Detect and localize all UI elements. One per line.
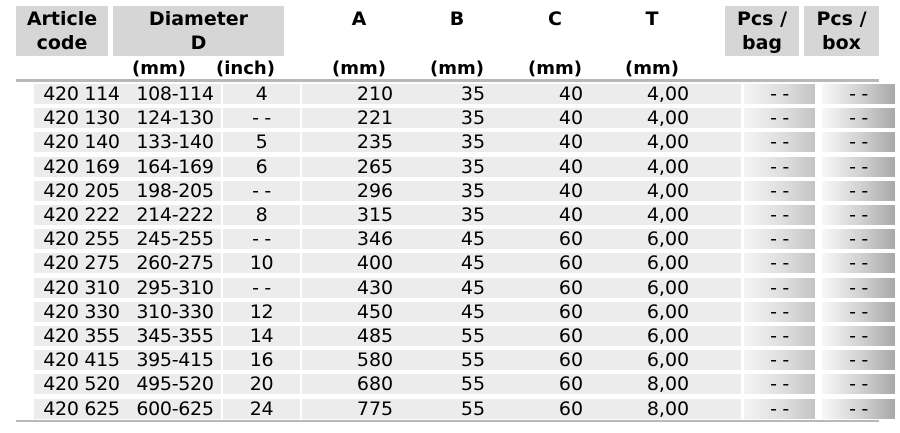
column-t-cell: 4,00 bbox=[646, 83, 690, 105]
diameter-inch-cell: 24 bbox=[223, 399, 300, 419]
column-c-cell: 60 bbox=[558, 349, 584, 372]
diameter-inch-cell: 5 bbox=[223, 132, 300, 152]
diameter-mm-cell: 108-114 bbox=[129, 84, 221, 104]
article-header-line1: Article bbox=[26, 8, 98, 30]
diameter-mm-unit: (mm) bbox=[132, 58, 186, 79]
pcs-box-header-line1: Pcs / bbox=[816, 8, 867, 30]
column-c-cell: 60 bbox=[558, 325, 584, 347]
column-c-cell: 40 bbox=[558, 155, 584, 178]
diameter-mm-cell: 345-355 bbox=[129, 326, 221, 346]
pcs-bag-cell: - - bbox=[744, 181, 815, 201]
article-code-cell: 420 130 bbox=[34, 108, 129, 128]
pcs-bag-cell: - - bbox=[744, 302, 815, 322]
pcs-bag-cell: - - bbox=[744, 350, 815, 370]
pcs-box-cell: - - bbox=[822, 132, 895, 152]
diameter-inch-cell: - - bbox=[223, 278, 300, 298]
article-code-cell: 420 415 bbox=[34, 350, 129, 370]
diameter-inch-cell: 10 bbox=[223, 253, 300, 273]
pcs-bag-cell: - - bbox=[744, 84, 815, 104]
column-a-cell: 430 bbox=[356, 276, 394, 299]
column-c-cell: 40 bbox=[558, 107, 584, 130]
table-row bbox=[16, 83, 879, 107]
article-code-cell: 420 255 bbox=[34, 229, 129, 249]
pcs-box-cell: - - bbox=[822, 302, 895, 322]
table-row bbox=[16, 252, 879, 276]
diameter-inch-cell: 16 bbox=[223, 350, 300, 370]
pcs-box-cell: - - bbox=[822, 84, 895, 104]
table-row bbox=[16, 301, 879, 325]
pcs-bag-cell: - - bbox=[744, 132, 815, 152]
column-a-cell: 775 bbox=[356, 397, 394, 420]
diameter-mm-cell: 395-415 bbox=[129, 350, 221, 370]
pcs-box-cell: - - bbox=[822, 326, 895, 346]
pcs-box-header-line2: box bbox=[822, 32, 861, 54]
diameter-mm-cell: 164-169 bbox=[129, 157, 221, 177]
column-t-cell: 6,00 bbox=[646, 276, 690, 299]
column-b-unit: (mm) bbox=[430, 58, 484, 79]
diameter-header bbox=[113, 7, 284, 55]
column-b-cell: 35 bbox=[460, 131, 486, 154]
column-t-cell: 6,00 bbox=[646, 325, 690, 347]
article-code-cell: 420 355 bbox=[34, 326, 129, 346]
column-a-cell: 400 bbox=[356, 252, 394, 275]
pcs-box-cell: - - bbox=[822, 278, 895, 298]
column-b-header: B bbox=[449, 8, 465, 30]
pcs-bag-header bbox=[725, 7, 799, 55]
table-row bbox=[16, 131, 879, 155]
article-code-cell: 420 310 bbox=[34, 278, 129, 298]
column-a-cell: 580 bbox=[356, 349, 394, 372]
diameter-inch-cell: - - bbox=[223, 181, 300, 201]
diameter-mm-cell: 214-222 bbox=[129, 205, 221, 225]
article-code-cell: 420 140 bbox=[34, 132, 129, 152]
diameter-inch-cell: 8 bbox=[223, 205, 300, 225]
column-a-cell: 346 bbox=[356, 228, 394, 251]
column-b-cell: 55 bbox=[460, 397, 486, 420]
column-b-cell: 45 bbox=[460, 276, 486, 299]
column-a-cell: 221 bbox=[356, 107, 394, 130]
column-b-cell: 35 bbox=[460, 204, 486, 226]
column-c-cell: 60 bbox=[558, 373, 584, 396]
table-row bbox=[16, 228, 879, 252]
column-a-cell: 210 bbox=[356, 83, 394, 105]
column-c-header: C bbox=[548, 8, 562, 30]
column-a-unit: (mm) bbox=[332, 58, 386, 79]
column-t-unit: (mm) bbox=[625, 58, 679, 79]
diameter-mm-cell: 124-130 bbox=[129, 108, 221, 128]
column-c-cell: 40 bbox=[558, 83, 584, 105]
column-b-cell: 55 bbox=[460, 349, 486, 372]
diameter-mm-cell: 295-310 bbox=[129, 278, 221, 298]
column-b-cell: 35 bbox=[460, 155, 486, 178]
column-a-cell: 485 bbox=[356, 325, 394, 347]
diameter-mm-cell: 260-275 bbox=[129, 253, 221, 273]
column-c-cell: 40 bbox=[558, 179, 584, 202]
pcs-box-cell: - - bbox=[822, 374, 895, 394]
diameter-mm-cell: 310-330 bbox=[129, 302, 221, 322]
header-divider bbox=[16, 79, 879, 82]
table-row bbox=[16, 325, 879, 349]
column-b-cell: 35 bbox=[460, 179, 486, 202]
article-code-header bbox=[16, 7, 108, 55]
column-t-cell: 6,00 bbox=[646, 252, 690, 275]
pcs-bag-cell: - - bbox=[744, 205, 815, 225]
pcs-bag-cell: - - bbox=[744, 399, 815, 419]
pcs-bag-header-line2: bag bbox=[741, 32, 783, 54]
pcs-bag-cell: - - bbox=[744, 326, 815, 346]
pcs-bag-cell: - - bbox=[744, 157, 815, 177]
table-row bbox=[16, 373, 879, 397]
column-t-cell: 6,00 bbox=[646, 300, 690, 323]
article-code-cell: 420 205 bbox=[34, 181, 129, 201]
column-t-cell: 4,00 bbox=[646, 204, 690, 226]
diameter-inch-cell: 12 bbox=[223, 302, 300, 322]
article-code-cell: 420 222 bbox=[34, 205, 129, 225]
diameter-header-line2: D bbox=[190, 32, 207, 54]
table-row bbox=[16, 156, 879, 180]
article-code-cell: 420 114 bbox=[34, 84, 129, 104]
diameter-inch-cell: - - bbox=[223, 229, 300, 249]
column-c-cell: 60 bbox=[558, 276, 584, 299]
diameter-inch-unit: (inch) bbox=[216, 58, 275, 79]
column-b-cell: 45 bbox=[460, 228, 486, 251]
column-c-cell: 40 bbox=[558, 131, 584, 154]
column-b-cell: 55 bbox=[460, 325, 486, 347]
column-b-cell: 35 bbox=[460, 83, 486, 105]
diameter-header-line1: Diameter bbox=[148, 8, 249, 30]
pcs-box-cell: - - bbox=[822, 108, 895, 128]
column-a-cell: 235 bbox=[356, 131, 394, 154]
column-t-cell: 4,00 bbox=[646, 155, 690, 178]
pcs-bag-cell: - - bbox=[744, 229, 815, 249]
column-c-cell: 60 bbox=[558, 252, 584, 275]
article-code-cell: 420 520 bbox=[34, 374, 129, 394]
column-t-cell: 4,00 bbox=[646, 107, 690, 130]
table-bottom-rule bbox=[16, 420, 879, 422]
column-t-cell: 8,00 bbox=[646, 397, 690, 420]
pcs-bag-cell: - - bbox=[744, 278, 815, 298]
article-code-cell: 420 275 bbox=[34, 253, 129, 273]
table-row bbox=[16, 398, 879, 422]
diameter-mm-cell: 600-625 bbox=[129, 399, 221, 419]
diameter-mm-cell: 198-205 bbox=[129, 181, 221, 201]
diameter-mm-cell: 133-140 bbox=[129, 132, 221, 152]
column-a-cell: 450 bbox=[356, 300, 394, 323]
pcs-box-cell: - - bbox=[822, 205, 895, 225]
pcs-box-cell: - - bbox=[822, 157, 895, 177]
column-a-cell: 296 bbox=[356, 179, 394, 202]
article-code-cell: 420 169 bbox=[34, 157, 129, 177]
diameter-mm-cell: 245-255 bbox=[129, 229, 221, 249]
diameter-inch-cell: - - bbox=[223, 108, 300, 128]
table-row bbox=[16, 277, 879, 301]
pcs-bag-cell: - - bbox=[744, 253, 815, 273]
article-code-cell: 420 625 bbox=[34, 399, 129, 419]
column-t-header: T bbox=[645, 8, 659, 30]
column-b-cell: 35 bbox=[460, 107, 486, 130]
diameter-inch-cell: 4 bbox=[223, 84, 300, 104]
pcs-box-cell: - - bbox=[822, 399, 895, 419]
column-c-cell: 60 bbox=[558, 397, 584, 420]
pcs-box-cell: - - bbox=[822, 181, 895, 201]
diameter-inch-cell: 14 bbox=[223, 326, 300, 346]
column-a-header: A bbox=[351, 8, 367, 30]
column-b-cell: 45 bbox=[460, 300, 486, 323]
pcs-box-cell: - - bbox=[822, 229, 895, 249]
article-code-cell: 420 330 bbox=[34, 302, 129, 322]
pcs-bag-cell: - - bbox=[744, 374, 815, 394]
column-a-cell: 265 bbox=[356, 155, 394, 178]
table-row bbox=[16, 107, 879, 131]
column-t-cell: 8,00 bbox=[646, 373, 690, 396]
diameter-inch-cell: 20 bbox=[223, 374, 300, 394]
column-t-cell: 6,00 bbox=[646, 349, 690, 372]
column-a-cell: 315 bbox=[356, 204, 394, 226]
column-t-cell: 4,00 bbox=[646, 131, 690, 154]
column-c-unit: (mm) bbox=[528, 58, 582, 79]
pcs-bag-header-line1: Pcs / bbox=[736, 8, 788, 30]
column-c-cell: 60 bbox=[558, 228, 584, 251]
diameter-inch-cell: 6 bbox=[223, 157, 300, 177]
column-c-cell: 60 bbox=[558, 300, 584, 323]
table-row bbox=[16, 349, 879, 373]
article-header-line2: code bbox=[36, 32, 88, 54]
diameter-mm-cell: 495-520 bbox=[129, 374, 221, 394]
pcs-bag-cell: - - bbox=[744, 108, 815, 128]
pcs-box-header bbox=[804, 7, 879, 55]
column-b-cell: 55 bbox=[460, 373, 486, 396]
column-c-cell: 40 bbox=[558, 204, 584, 226]
column-b-cell: 45 bbox=[460, 252, 486, 275]
column-t-cell: 4,00 bbox=[646, 179, 690, 202]
table-row bbox=[16, 180, 879, 204]
table-row bbox=[16, 204, 879, 228]
pcs-box-cell: - - bbox=[822, 253, 895, 273]
column-a-cell: 680 bbox=[356, 373, 394, 396]
pcs-box-cell: - - bbox=[822, 350, 895, 370]
column-t-cell: 6,00 bbox=[646, 228, 690, 251]
